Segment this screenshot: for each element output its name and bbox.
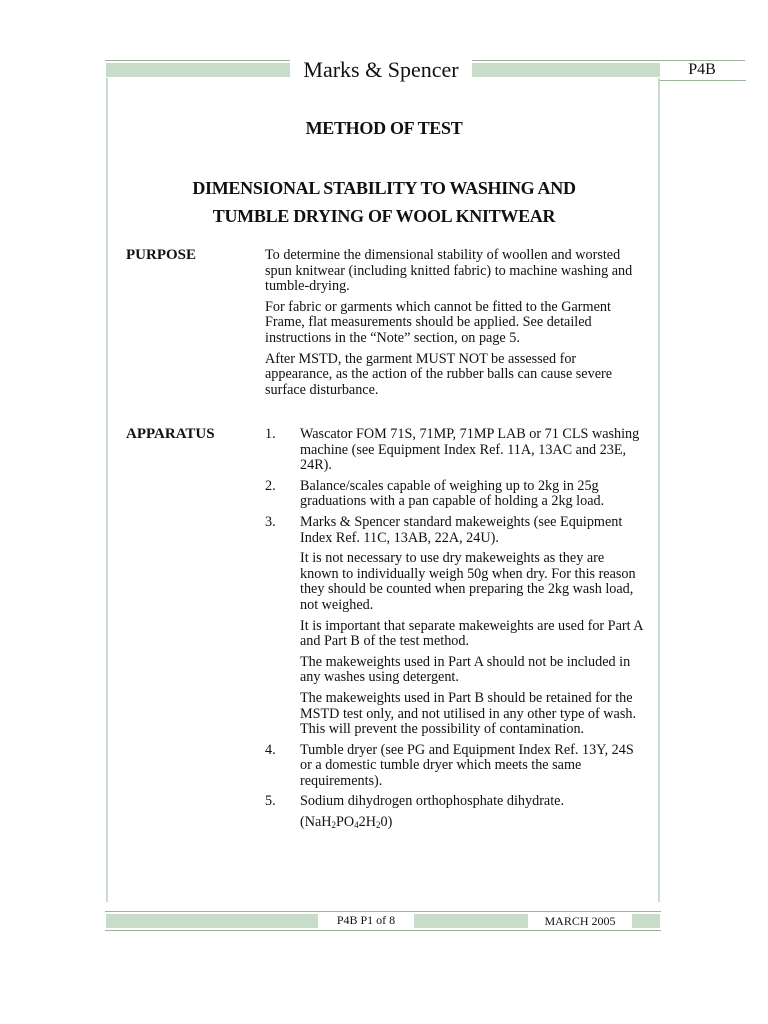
apparatus-item <box>265 794 645 830</box>
apparatus-item <box>265 743 645 790</box>
footer-rule-bottom <box>105 930 661 931</box>
apparatus-item <box>265 427 645 474</box>
item-text: It is not necessary to use dry makeweights as they are known to individually weigh 50g when dry. For this reason they should be counted when preparing the 2kg wash load, not weighed. <box>300 550 636 613</box>
subtitle-line-1: DIMENSIONAL STABILITY TO WASHING AND <box>192 178 576 198</box>
item-text: The makeweights used in Part B should be retained for the MSTD test only, and not utilised in any other type of wash. This will prevent the possibility of contamination. <box>300 689 636 738</box>
apparatus-item <box>265 479 645 510</box>
purpose-label: PURPOSE <box>126 247 197 263</box>
footer-band-middle <box>414 914 528 928</box>
purpose-paragraph: After MSTD, the garment MUST NOT be assessed for appearance, as the action of the rubber balls can cause severe surface disturbance. <box>265 350 613 398</box>
apparatus-label: APPARATUS <box>126 426 215 442</box>
page-subtitle <box>120 174 648 230</box>
item-text: The makeweights used in Part A should not be included in any washes using detergent. <box>300 653 631 686</box>
page-title: METHOD OF TEST <box>305 118 463 138</box>
item-number: 1. <box>265 426 276 442</box>
item-text: Wascator FOM 71S, 71MP, 71MP LAB or 71 CLS washing machine (see Equipment Index Ref. 11A, 13AC and 23E, 24R). <box>300 426 640 474</box>
footer-band-right <box>632 914 660 928</box>
item-number: 3. <box>265 513 276 530</box>
header-band-right <box>472 63 660 77</box>
apparatus-list <box>265 427 645 836</box>
item-number: 5. <box>265 793 276 810</box>
page-number: P4B P1 of 8 <box>318 912 414 928</box>
item-text: Balance/scales capable of weighing up to 2kg in 25g graduations with a pan capable of holding a 2kg load. <box>300 477 605 510</box>
chemical-formula: $(NaH_2PO_42H_20)$ <box>300 814 393 831</box>
item-number: 4. <box>265 741 276 758</box>
purpose-text <box>265 248 640 403</box>
apparatus-item <box>265 515 645 738</box>
document-code: P4B <box>688 61 716 78</box>
item-text: Tumble dryer (see PG and Equipment Index Ref. 13Y, 24S or a domestic tumble dryer which meets the same requirements). <box>300 741 634 789</box>
item-text: It is important that separate makeweights are used for Part A and Part B of the test method. <box>300 617 643 650</box>
purpose-paragraph: For fabric or garments which cannot be fitted to the Garment Frame, flat measurements should be applied. See detailed instructions in the “Note” section, on page 5. <box>265 298 611 346</box>
issue-date: MARCH 2005 <box>528 913 632 929</box>
subtitle-line-2: TUMBLE DRYING OF WOOL KNITWEAR <box>212 206 556 226</box>
item-number: 2. <box>265 477 276 494</box>
footer-band-left <box>106 914 318 928</box>
header-band-left <box>106 63 290 77</box>
brand-name: Marks & Spencer <box>290 56 472 84</box>
item-text: Marks & Spencer standard makeweights (see Equipment Index Ref. 11C, 13AB, 22A, 24U). <box>300 513 623 546</box>
item-text: Sodium dihydrogen orthophosphate dihydrate. <box>300 793 565 810</box>
purpose-paragraph: To determine the dimensional stability of woollen and worsted spun knitwear (including knitted fabric) to machine washing and tumble-drying. <box>265 247 633 295</box>
